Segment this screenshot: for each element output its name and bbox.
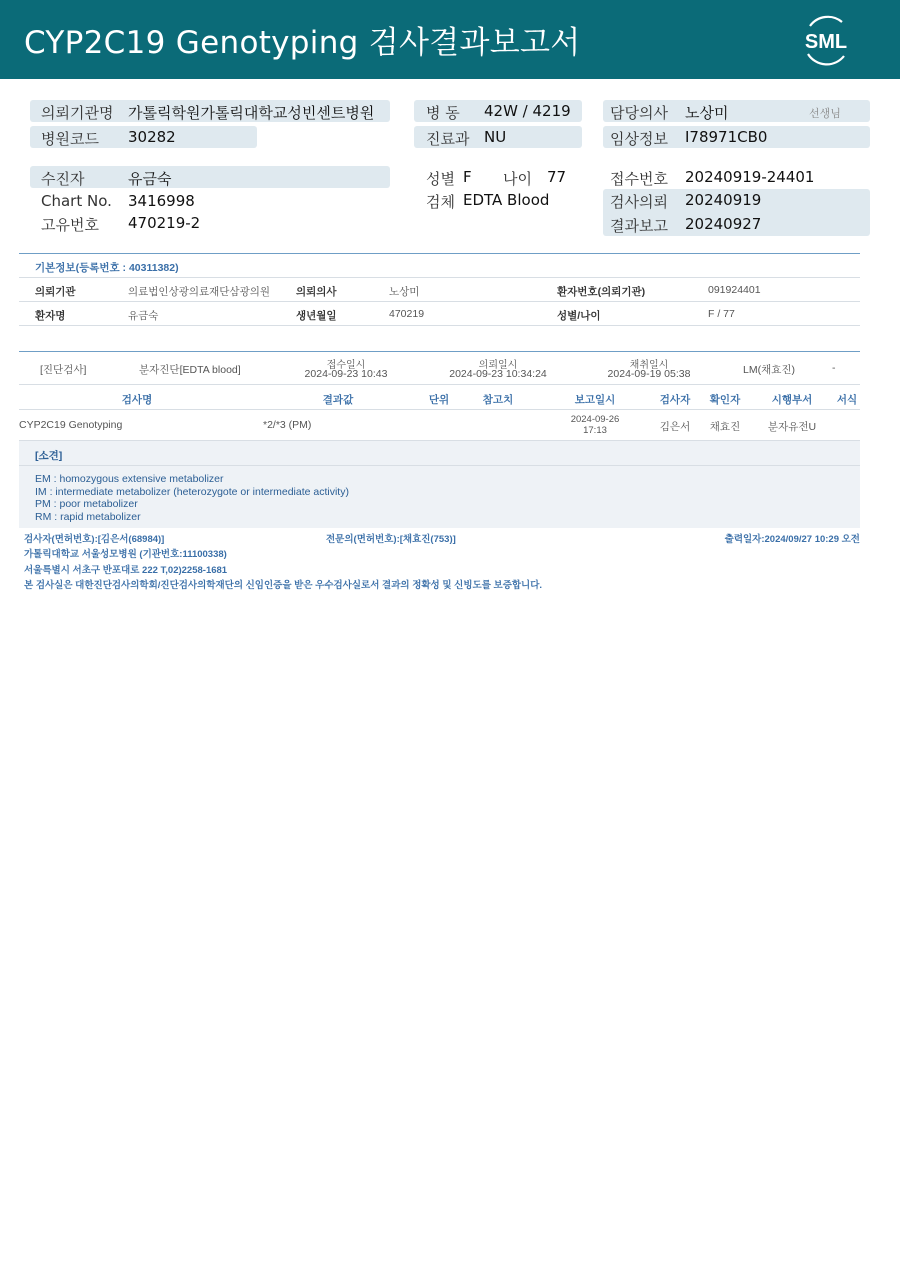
basic-value-doctor: 노상미: [389, 286, 420, 298]
basic-value-sex-age: F / 77: [708, 308, 735, 320]
dash-value: -: [832, 362, 836, 374]
divider: [19, 325, 860, 326]
institution-field: [30, 100, 390, 122]
col-header-department: 시행부서: [771, 394, 813, 406]
sex-value: F: [463, 168, 472, 186]
patient-field: [30, 166, 390, 188]
unique-no-value: 470219-2: [128, 214, 201, 232]
receipt-no-field: [603, 166, 870, 188]
logo-text: SML: [804, 31, 848, 53]
test-request-value: 20240919: [685, 191, 762, 209]
basic-label-patient-no: 환자번호(의뢰기관): [557, 286, 646, 298]
institution-value: 가톨릭학원가톨릭대학교성빈센트병원: [128, 104, 375, 122]
divider: [19, 409, 860, 410]
result-report-date: 2024-09-26: [570, 414, 620, 425]
finding-line: PM : poor metabolizer: [35, 498, 138, 511]
result-report-label: 결과보고: [610, 217, 668, 235]
unique-no-field: [30, 212, 390, 234]
sex-age-field: [414, 166, 582, 188]
basic-info-title: 기본정보(등록번호 : 40311382): [35, 262, 179, 274]
hospital-code-value: 30282: [128, 128, 176, 146]
chart-no-field: [30, 190, 390, 212]
receipt-time-value: 2024-09-23 10:43: [304, 368, 388, 380]
age-value: 77: [547, 168, 567, 186]
result-tester: 김은서: [659, 421, 691, 433]
result-report-time: 17:13: [583, 425, 607, 436]
findings-title: [소견]: [35, 450, 63, 462]
doctor-suffix: 선생님: [809, 107, 841, 120]
chart-no-value: 3416998: [128, 192, 195, 210]
age-label: 나이: [503, 170, 532, 188]
receipt-no-label: 접수번호: [610, 170, 668, 188]
basic-label-birth: 생년월일: [296, 310, 337, 322]
receipt-time-label: 접수일시: [326, 360, 366, 371]
basic-label-sex-age: 성별/나이: [557, 310, 601, 322]
divider: [19, 351, 860, 352]
col-header-reference: 참고치: [482, 394, 514, 406]
specimen-label: 검체: [426, 193, 455, 211]
doctor-label: 담당의사: [610, 104, 668, 122]
doctor-value: 노상미: [685, 104, 729, 122]
department-field: [414, 126, 582, 148]
result-test-name: CYP2C19 Genotyping: [19, 419, 123, 431]
result-report-value: 20240927: [685, 215, 762, 233]
lm-value: LM(채효진): [743, 364, 796, 376]
clinical-info-label: 임상정보: [610, 130, 668, 148]
doctor-field: [603, 100, 870, 122]
patient-value: 유금숙: [128, 170, 172, 188]
ward-label: 병 동: [426, 104, 460, 122]
finding-line: EM : homozygous extensive metabolizer: [35, 473, 224, 485]
col-header-result: 결과값: [322, 394, 354, 406]
ward-field: [414, 100, 582, 122]
result-confirmer: 채효진: [709, 421, 741, 433]
finding-line: IM : intermediate metabolizer (heterozygote or intermediate activity): [35, 485, 349, 498]
basic-value-birth: 470219: [389, 308, 425, 320]
col-header-tester: 검사자: [659, 394, 691, 406]
basic-value-institution: 의료법인상광의료재단삼광의원: [128, 286, 271, 298]
footer-address: 서울특별시 서초구 반포대로 222 T,02)2258-1681: [24, 565, 228, 576]
col-header-test: 검사명: [121, 394, 153, 406]
divider: [19, 465, 860, 466]
basic-label-name: 환자명: [35, 310, 66, 322]
footer-lab-name: 가톨릭대학교 서울성모병원 (기관번호:11100338): [24, 549, 227, 560]
basic-value-patient-no: 091924401: [708, 284, 761, 296]
sex-label: 성별: [426, 170, 455, 188]
footer-printed: 출력일자:2024/09/27 10:29 오전: [724, 534, 860, 545]
basic-label-institution: 의뢰기관: [35, 286, 76, 298]
col-header-report-date: 보고일시: [574, 394, 616, 406]
report-header: [0, 0, 900, 79]
patient-label: 수진자: [41, 170, 85, 188]
specimen-field: [414, 189, 582, 211]
divider: [19, 301, 860, 302]
footer-certification: 본 검사실은 대한진단검사의학회/진단검사의학재단의 신임인증을 받은 우수검사실로서 결과의 정확성 및 신빙도를 보증합니다.: [24, 580, 543, 591]
diagnosis-type: 분자진단[EDTA blood]: [139, 364, 241, 376]
report-title: CYP2C19 Genotyping 검사결과보고서: [24, 25, 581, 61]
test-request-label: 검사의뢰: [610, 193, 668, 211]
sml-logo: [796, 12, 856, 66]
chart-no-label: Chart No.: [41, 192, 112, 210]
institution-label: 의뢰기관명: [41, 104, 114, 122]
diagnosis-category: [진단검사]: [40, 364, 87, 376]
footer-specialist: 전문의(면허번호):[채효진(753)]: [326, 534, 456, 545]
result-value: *2/*3 (PM): [263, 419, 312, 431]
request-time-value: 2024-09-23 10:34:24: [449, 368, 547, 380]
dates-field: [603, 189, 870, 236]
basic-value-name: 유금숙: [128, 310, 159, 322]
finding-line: RM : rapid metabolizer: [35, 510, 141, 523]
receipt-no-value: 20240919-24401: [685, 168, 815, 186]
divider: [19, 253, 860, 254]
divider: [19, 277, 860, 278]
unique-no-label: 고유번호: [41, 216, 99, 234]
hospital-code-field: [30, 126, 257, 148]
collect-time-value: 2024-09-19 05:38: [607, 368, 691, 380]
col-header-confirmer: 확인자: [709, 394, 741, 406]
basic-label-doctor: 의뢰의사: [296, 286, 337, 298]
findings-notes: [35, 473, 349, 523]
clinical-info-field: [603, 126, 870, 148]
clinical-info-value: I78971CB0: [685, 128, 768, 146]
result-department: 분자유전U: [767, 421, 817, 433]
specimen-value: EDTA Blood: [463, 191, 550, 209]
department-label: 진료과: [426, 130, 470, 148]
col-header-form: 서식: [836, 394, 858, 406]
hospital-code-label: 병원코드: [41, 130, 99, 148]
divider: [19, 384, 860, 385]
request-time-label: 의뢰일시: [478, 360, 518, 371]
footer-tester: 검사자(면허번호):[김은서(68984)]: [24, 534, 165, 545]
ward-value: 42W / 4219: [484, 102, 571, 120]
department-value: NU: [484, 128, 507, 146]
col-header-unit: 단위: [428, 394, 450, 406]
collect-time-label: 채취일시: [629, 360, 669, 371]
